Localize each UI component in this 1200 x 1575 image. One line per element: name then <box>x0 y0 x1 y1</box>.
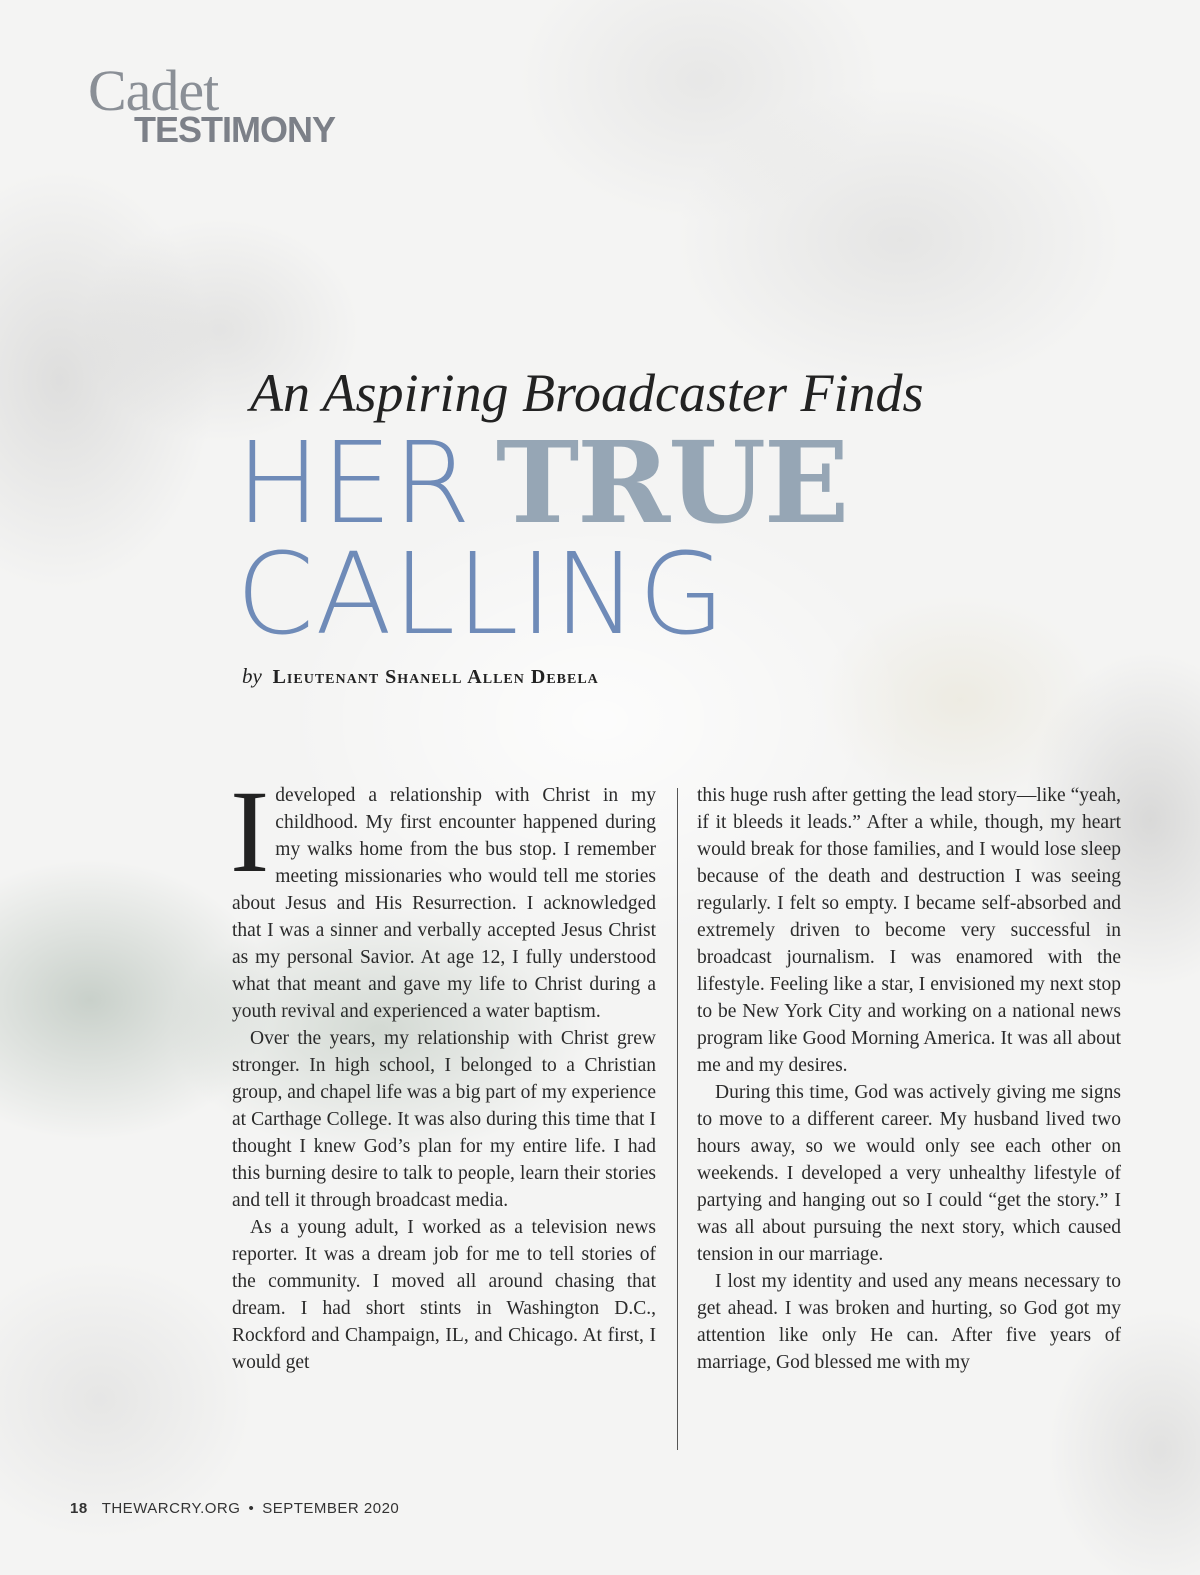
body-column-left <box>230 766 656 1376</box>
body-paragraph: I lost my identity and used any means necessary to get ahead. I was broken and hurting, so God got my attention like only He can. After five years of marriage, God blessed me with my <box>697 1271 1121 1373</box>
byline-by: by <box>242 664 262 688</box>
body-paragraph <box>230 766 656 1025</box>
byline <box>242 664 599 689</box>
drop-cap: I <box>230 766 270 897</box>
footer-separator: • <box>248 1500 255 1517</box>
title-word-her: HER <box>236 419 472 549</box>
page-number: 18 <box>70 1500 88 1517</box>
masthead-testimony: TESTIMONY <box>134 109 336 150</box>
title-word-true: TRUE <box>495 418 848 549</box>
body-paragraph: During this time, God was actively giving me signs to move to a different career. My husband lived two hours away, so we would only see each other on weekends. I developed a very unhealthy lifestyle of partying and hanging out so I could “get the story.” I was all about pursuing the next story, which caused tension in our marriage. <box>697 1082 1121 1265</box>
section-masthead <box>88 58 336 150</box>
body-column-right <box>697 782 1121 1376</box>
column-divider <box>677 788 678 1450</box>
body-paragraph: Over the years, my relationship with Christ grew stronger. In high school, I belonged to a Christian group, and chapel life was a big part of my experience at Carthage College. It was also during this time that I thought I knew God’s plan for my entire life. I had this burning desire to talk to people, learn their stories and tell it through broadcast media. <box>232 1028 656 1211</box>
body-paragraph: As a young adult, I worked as a television news reporter. It was a dream job for me to tell stories of the community. I moved all around chasing that dream. I had short stints in Washington D.C., Rockford and Champaign, IL, and Chicago. At first, I would get <box>232 1217 656 1373</box>
paragraph-text: developed a relationship with Christ in my childhood. My first encounter happened during my walks home from the bus stop. I remember meeting missionaries who would tell me stories about Jesus and His Resurrection. I acknowledged that I was a sinner and verbally accepted Jesus Christ as my personal Savior. At age 12, I fully understood what that meant and gave my life to Christ during a youth revival and experienced a water baptism. <box>232 785 656 1022</box>
title-word-calling: CALLING <box>236 530 727 660</box>
article-kicker: An Aspiring Broadcaster Finds <box>250 363 924 423</box>
byline-author: Lieutenant Shanell Allen Debela <box>272 666 599 688</box>
footer-site: THEWARCRY.ORG <box>101 1500 241 1517</box>
body-paragraph: this huge rush after getting the lead story—like “yeah, if it bleeds it leads.” After a while, though, my heart would break for those families, and I would lose sleep because of the death and destruction I was seeing regularly. I felt so empty. I became self-absorbed and extremely driven to become very successful in broadcast journalism. I was enamored with the lifestyle. Feeling like a star, I envisioned my next stop to be New York City and working on a national news program like Good Morning America. It was all about me and my desires. <box>697 785 1121 1076</box>
masthead-cadet: Cadet <box>88 58 219 123</box>
footer-issue: SEPTEMBER 2020 <box>262 1500 400 1517</box>
page-footer <box>70 1500 399 1517</box>
